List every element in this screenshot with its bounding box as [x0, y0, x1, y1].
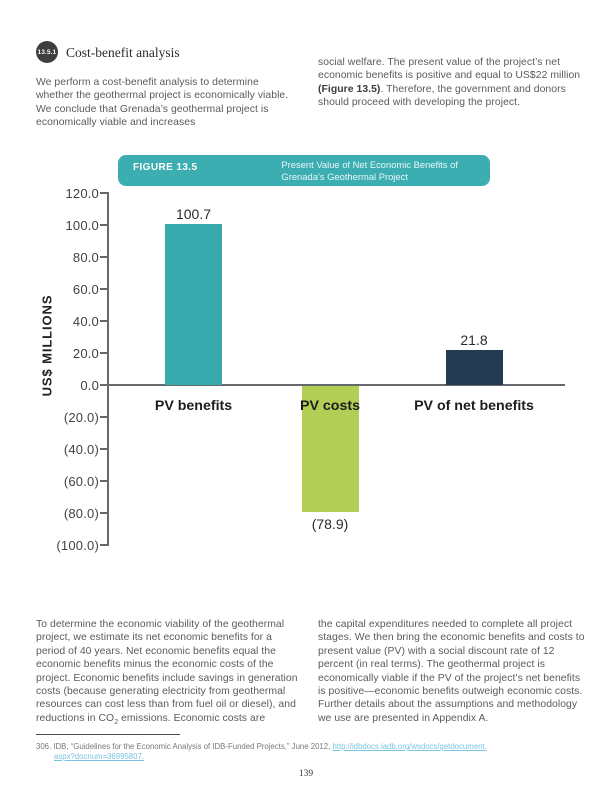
intro-right-text: social welfare. The present value of the project’s net economic benefits is positive and equal to US$22 million: [318, 57, 581, 82]
section-title: Cost-benefit analysis: [66, 45, 180, 60]
figure-reference: (Figure 13.5): [318, 83, 381, 95]
y-axis-tick: [100, 512, 107, 514]
bar-category-label: PV costs: [300, 398, 360, 414]
co2-subscript: 2: [114, 718, 119, 726]
y-axis-tick: [100, 320, 107, 322]
y-axis-tick-label: 100.0: [65, 218, 99, 233]
y-axis-tick-label: (80.0): [63, 506, 99, 521]
y-axis-tick: [100, 256, 107, 258]
y-axis-tick-label: 40.0: [72, 314, 99, 329]
bar-value-label: (78.9): [311, 516, 349, 533]
y-axis-tick: [100, 416, 107, 418]
y-axis-tick: [100, 384, 107, 386]
y-axis-line: [107, 192, 109, 546]
y-axis-tick-label: 120.0: [65, 186, 99, 201]
y-axis-tick: [100, 544, 107, 546]
figure-label: FIGURE 13.5: [133, 162, 198, 173]
y-axis-tick-label: (60.0): [63, 474, 99, 489]
y-axis-tick-label: (40.0): [63, 442, 99, 457]
section-number: 13.5.1: [36, 41, 58, 63]
y-axis-tick: [100, 288, 107, 290]
y-axis-tick-label: 20.0: [72, 346, 99, 361]
page-number: 139: [298, 769, 314, 779]
body-right-column: the capital expenditures needed to complete all project stages. We then bring the economic benefits and costs to present value (PV) with a social discount rate of 12 percent (in real terms). The geothermal project is economically viable if the PV of the project’s net benefits is positive—economic benefits outweigh economic costs. Further details about the assumptions and methodology we use are presented in Appendix A.: [318, 619, 585, 724]
y-axis-tick-label: (20.0): [63, 410, 99, 425]
bar-value-label: 21.8: [460, 332, 488, 349]
y-axis-tick-label: 60.0: [72, 282, 99, 297]
body-left-column: [36, 618, 302, 729]
footnote-text: 306. IDB, “Guidelines for the Economic Analysis of IDB-Funded Projects,” June 2012,: [36, 742, 333, 751]
y-axis-title: US$ MILLIONS: [39, 294, 55, 397]
body-left-text: To determine the economic viability of the geothermal project, we estimate its net economic benefits for a period of 40 years. Net economic benefits equal the economic benefits minus the economic costs of the project. Economic benefits include savings in generation costs (because generating electricity from geothermal resources can cost less than from fuel oil or diesel), and reductions in CO: [36, 619, 298, 724]
footnote: [36, 742, 606, 762]
bar-category-label: PV of net benefits: [414, 398, 534, 414]
y-axis-tick: [100, 448, 107, 450]
y-axis-tick: [100, 480, 107, 482]
footnote-link[interactable]: http://idbdocs.iadb.org/wsdocs/getdocument.: [332, 742, 487, 751]
bar-value-label: 100.7: [175, 205, 212, 222]
intro-right-text-after: . Therefore, the government and donors should proceed with developing the project.: [318, 83, 566, 109]
bar-category-label: PV benefits: [154, 398, 233, 414]
body-left-text-after: emissions. Economic costs are: [118, 712, 266, 724]
y-axis-tick: [100, 352, 107, 354]
chart-bar-3: [446, 350, 503, 385]
chart-bar-1: [165, 224, 222, 385]
y-axis-tick: [100, 192, 107, 194]
y-axis-tick-label: 0.0: [80, 378, 99, 393]
figure-title: Present Value of Net Economic Benefits of Grenada’s Geothermal Project: [281, 159, 458, 182]
footnote-divider: [36, 734, 180, 735]
y-axis-tick: [100, 224, 107, 226]
footnote-link-continuation[interactable]: aspx?docnum=36995807.: [54, 752, 144, 761]
intro-left-column: We perform a cost-benefit analysis to determine whether the geothermal project is economically viable. We conclude that Grenada’s geothermal project is economically viable and increases: [36, 77, 289, 129]
y-axis-tick-label: 80.0: [72, 250, 99, 265]
y-axis-tick-label: (100.0): [56, 538, 99, 553]
